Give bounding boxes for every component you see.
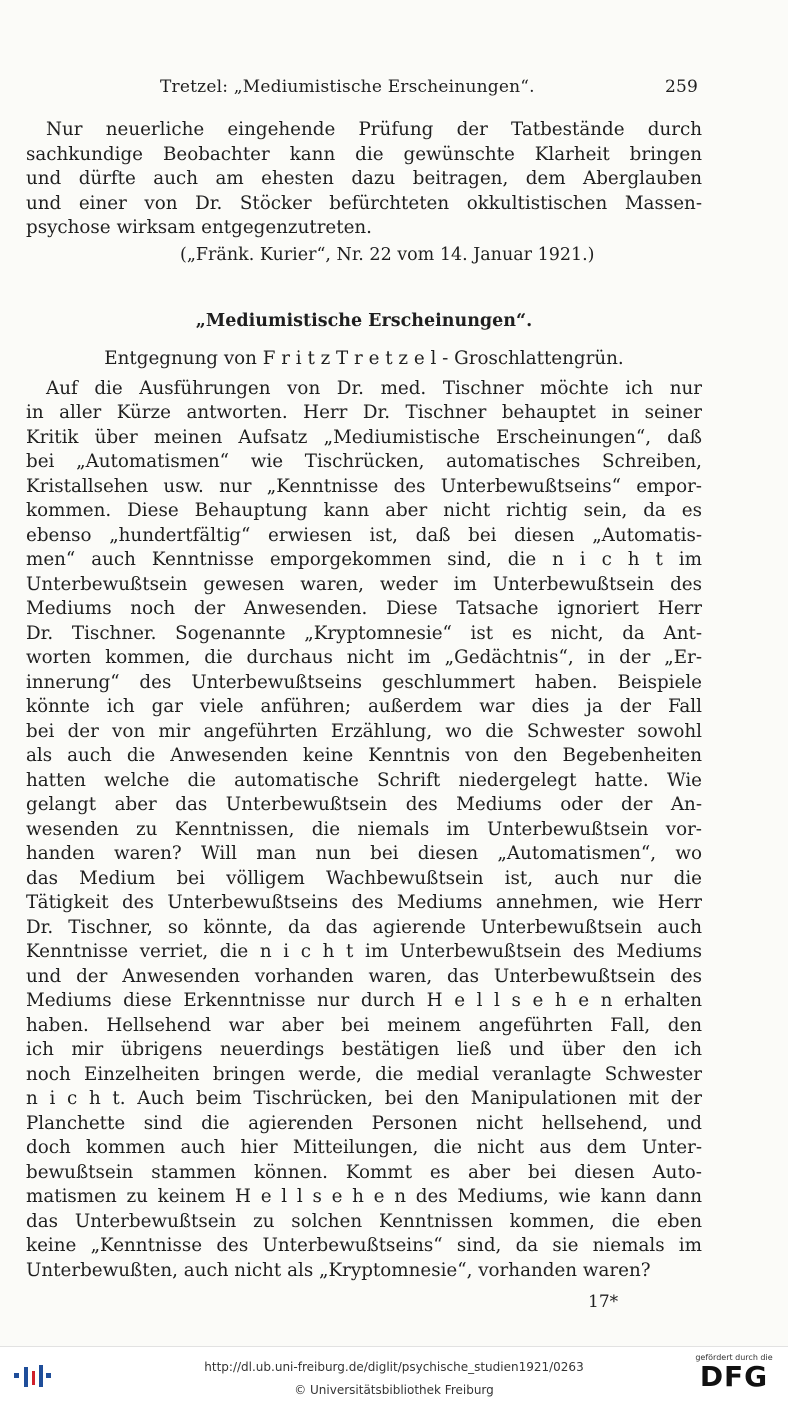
dfg-logo <box>690 1353 778 1399</box>
text-line: Kritik über meinen Aufsatz „Mediumistische Erscheinungen“, daß <box>26 426 702 448</box>
text-line: als auch die Anwesenden keine Kenntnis von den Begebenheiten <box>26 745 702 766</box>
text-line: men“ auch Kenntnisse emporgekommen sind, die n i c h t im <box>26 549 702 570</box>
text-line: und der Anwesenden vorhanden waren, das Unterbewußtsein des <box>26 965 702 987</box>
text-line: worten kommen, die durchaus nicht im „Gedächtnis“, in der „Er- <box>26 647 702 668</box>
intro-paragraph <box>26 118 702 241</box>
text-line: keine „Kenntnisse des Unterbewußtseins“ sind, da sie niemals im <box>26 1235 702 1256</box>
text-line: könnte ich gar viele anführen; außerdem war dies ja der Fall <box>26 696 702 717</box>
text-line: bei der von mir angeführten Erzählung, wo die Schwester sowohl <box>26 720 702 742</box>
text-line: und dürfte auch am ehesten dazu beitragen, dem Aberglauben <box>26 168 702 189</box>
page-body <box>26 118 702 1283</box>
main-paragraph <box>26 377 702 1284</box>
viewer-footer <box>0 1346 788 1405</box>
dfg-wordmark: DFG <box>699 1360 769 1393</box>
text-line: bei „Automatismen“ wie Tischrücken, automatisches Schreiben, <box>26 451 702 472</box>
dfg-caption: gefördert durch die <box>695 1353 773 1362</box>
text-line: ebenso „hundertfältig“ erwiesen ist, daß bei diesen „Automatis- <box>26 524 702 546</box>
text-line: Auf die Ausführungen von Dr. med. Tischner möchte ich nur <box>46 377 702 399</box>
text-line: und einer von Dr. Stöcker befürchteten okkultistischen Massen- <box>26 192 702 214</box>
text-line: Planchette sind die agierenden Personen nicht hellsehend, und <box>26 1112 702 1134</box>
text-line: Dr. Tischner, so könnte, da das agierende Unterbewußtsein auch <box>26 916 702 938</box>
text-line: Mediums noch der Anwesenden. Diese Tatsache ignoriert Herr <box>26 598 702 619</box>
text-line: Unterbewußtsein gewesen waren, weder im Unterbewußtsein des <box>26 573 702 595</box>
text-line: bewußtsein stammen können. Kommt es aber bei diesen Auto- <box>26 1161 702 1183</box>
text-line: ich mir übrigens neuerdings bestätigen ließ und über den ich <box>26 1039 702 1060</box>
sheet-signature: 17* <box>588 1292 619 1312</box>
text-line: Kenntnisse verriet, die n i c h t im Unterbewußtsein des Mediums <box>26 941 702 962</box>
text-line: matismen zu keinem H e l l s e h e n des Mediums, wie kann dann <box>26 1186 702 1207</box>
text-line: Kristallsehen usw. nur „Kenntnisse des Unterbewußtseins“ empor- <box>26 475 702 497</box>
text-line: Unterbewußten, auch nicht als „Kryptomnesie“, vorhanden waren? <box>26 1259 651 1281</box>
section-title: „Mediumistische Erscheinungen“. <box>195 310 533 331</box>
text-line: noch Einzelheiten bringen werde, die medial veranlagte Schwester <box>26 1063 702 1085</box>
text-line: innerung“ des Unterbewußtseins geschlummert haben. Beispiele <box>26 671 702 693</box>
text-line: haben. Hellsehend war aber bei meinem angeführten Fall, den <box>26 1014 702 1036</box>
text-line: Tätigkeit des Unterbewußtseins des Mediums annehmen, wie Herr <box>26 892 702 913</box>
text-line: n i c h t. Auch beim Tischrücken, bei den Manipulationen mit der <box>26 1088 702 1109</box>
text-line: Nur neuerliche eingehende Prüfung der Tatbestände durch <box>46 119 702 140</box>
text-line: Mediums diese Erkenntnisse nur durch H e l l s e h e n erhalten <box>26 990 702 1011</box>
text-line: gelangt aber das Unterbewußtsein des Mediums oder der An- <box>26 794 702 815</box>
text-line: hatten welche die automatische Schrift niedergelegt hatte. Wie <box>26 769 702 791</box>
text-line: handen waren? Will man nun bei diesen „Automatismen“, wo <box>26 843 702 864</box>
text-line: wesenden zu Kenntnissen, die niemals im Unterbewußtsein vor- <box>26 818 702 840</box>
article-subtitle: Entgegnung von F r i t z T r e t z e l - Groschlattengrün. <box>104 347 624 369</box>
page-number: 259 <box>664 77 698 97</box>
citation: („Fränk. Kurier“, Nr. 22 vom 14. Januar 1921.) <box>180 244 595 265</box>
text-line: kommen. Diese Behauptung kann aber nicht richtig sein, da es <box>26 500 702 521</box>
text-line: das Unterbewußtsein zu solchen Kenntnissen kommen, die eben <box>26 1210 702 1232</box>
running-title: Tretzel: „Mediumistische Erscheinungen“. <box>160 77 535 97</box>
copyright-notice: © Universitätsbibliothek Freiburg <box>294 1383 494 1397</box>
text-line: in aller Kürze antworten. Herr Dr. Tischner behauptet in seiner <box>26 402 702 423</box>
text-line: sachkundige Beobachter kann die gewünschte Klarheit bringen <box>26 143 702 165</box>
text-line: das Medium bei völligem Wachbewußtsein ist, auch nur die <box>26 867 702 889</box>
text-line: Dr. Tischner. Sogenannte „Kryptomnesie“ ist es nicht, da Ant- <box>26 622 702 644</box>
permalink-link[interactable]: http://dl.ub.uni-freiburg.de/diglit/psychische_studien1921/0263 <box>204 1360 584 1374</box>
text-line: doch kommen auch hier Mitteilungen, die nicht aus dem Unter- <box>26 1137 702 1158</box>
text-line: psychose wirksam entgegenzutreten. <box>26 217 372 238</box>
